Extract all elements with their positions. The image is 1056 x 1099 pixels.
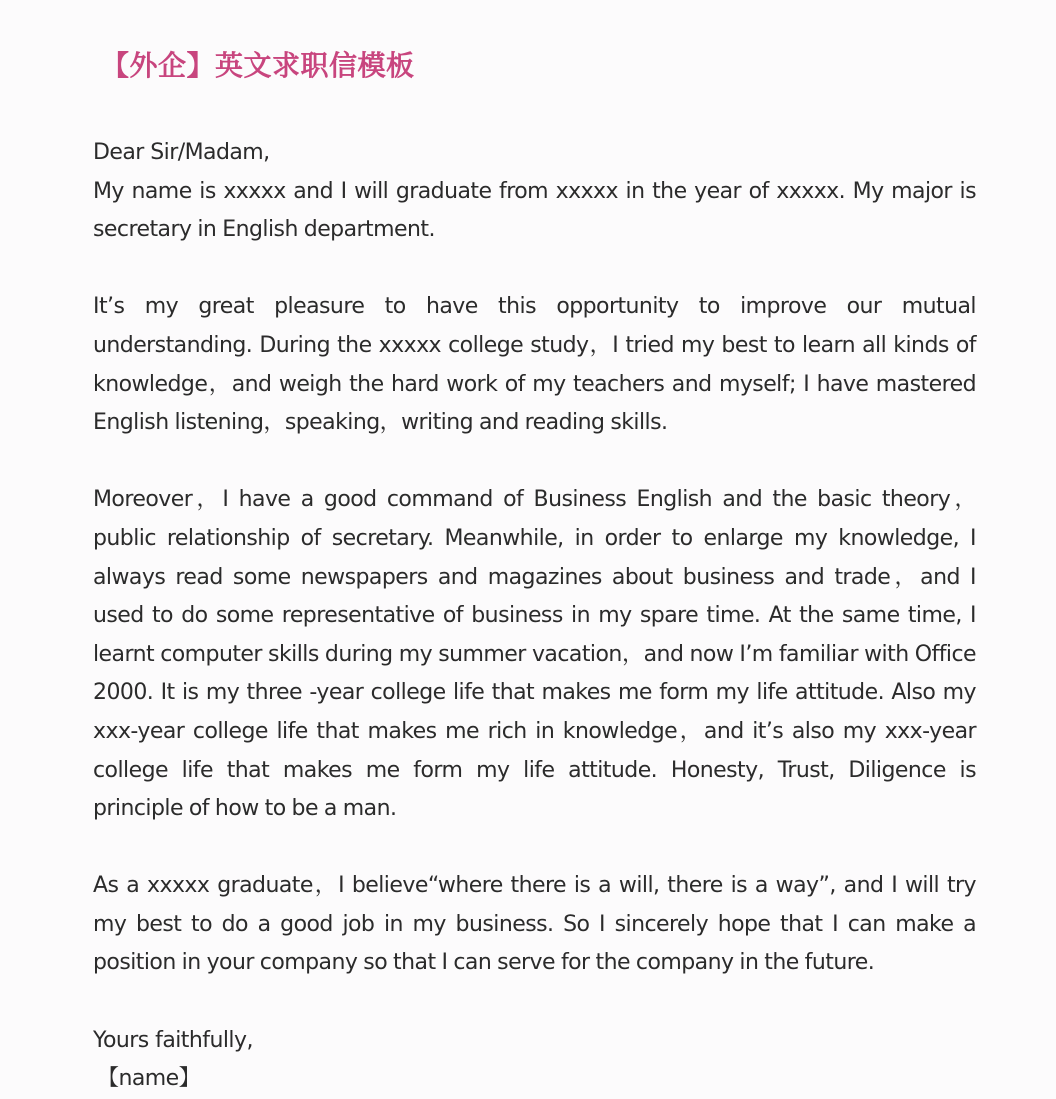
- letter-paragraph-conclusion: As a xxxxx graduate，I believe“where there is a will, there is a way”, and I will try my best to do a good job in my business. So I sincerely hope that I can make a position in your company so that I can serve for the company in the future.: [93, 873, 976, 976]
- closing: Yours faithfully,: [93, 1027, 253, 1053]
- letter-paragraph-skills: Moreover，I have a good command of Business English and the basic theory， public relationship of secretary. Meanwhile, in order to enlarge my knowledge, I always read some newspapers and magazines about business and trade，and I used to do some representative of business in my spare time. At the same time, I learnt computer skills during my summer vacation，and now I’m familiar with Office 2000. It is my three -year college life that makes me form my life attitude. Also my xxx-year college life that makes me rich in knowledge，and it’s also my xxx-year college life that makes me form my life attitude. Honesty, Trust, Diligence is principle of how to be a man.: [93, 487, 976, 822]
- letter-body: [93, 134, 976, 1099]
- page-title: 【外企】英文求职信模板: [101, 49, 415, 82]
- salutation: Dear Sir/Madam,: [93, 140, 270, 165]
- letter-paragraph-intro: My name is xxxxx and I will graduate from xxxxx in the year of xxxxx. My major is secretary in English department.: [93, 178, 976, 243]
- signature-placeholder: 【name】: [97, 1066, 201, 1092]
- letter-paragraph-education: It’s my great pleasure to have this opportunity to improve our mutual understanding. During the xxxxx college study，I tried my best to learn all kinds of knowledge，and weigh the hard work of my teachers and myself; I have mastered English listening，speaking，writing and reading skills.: [93, 294, 976, 436]
